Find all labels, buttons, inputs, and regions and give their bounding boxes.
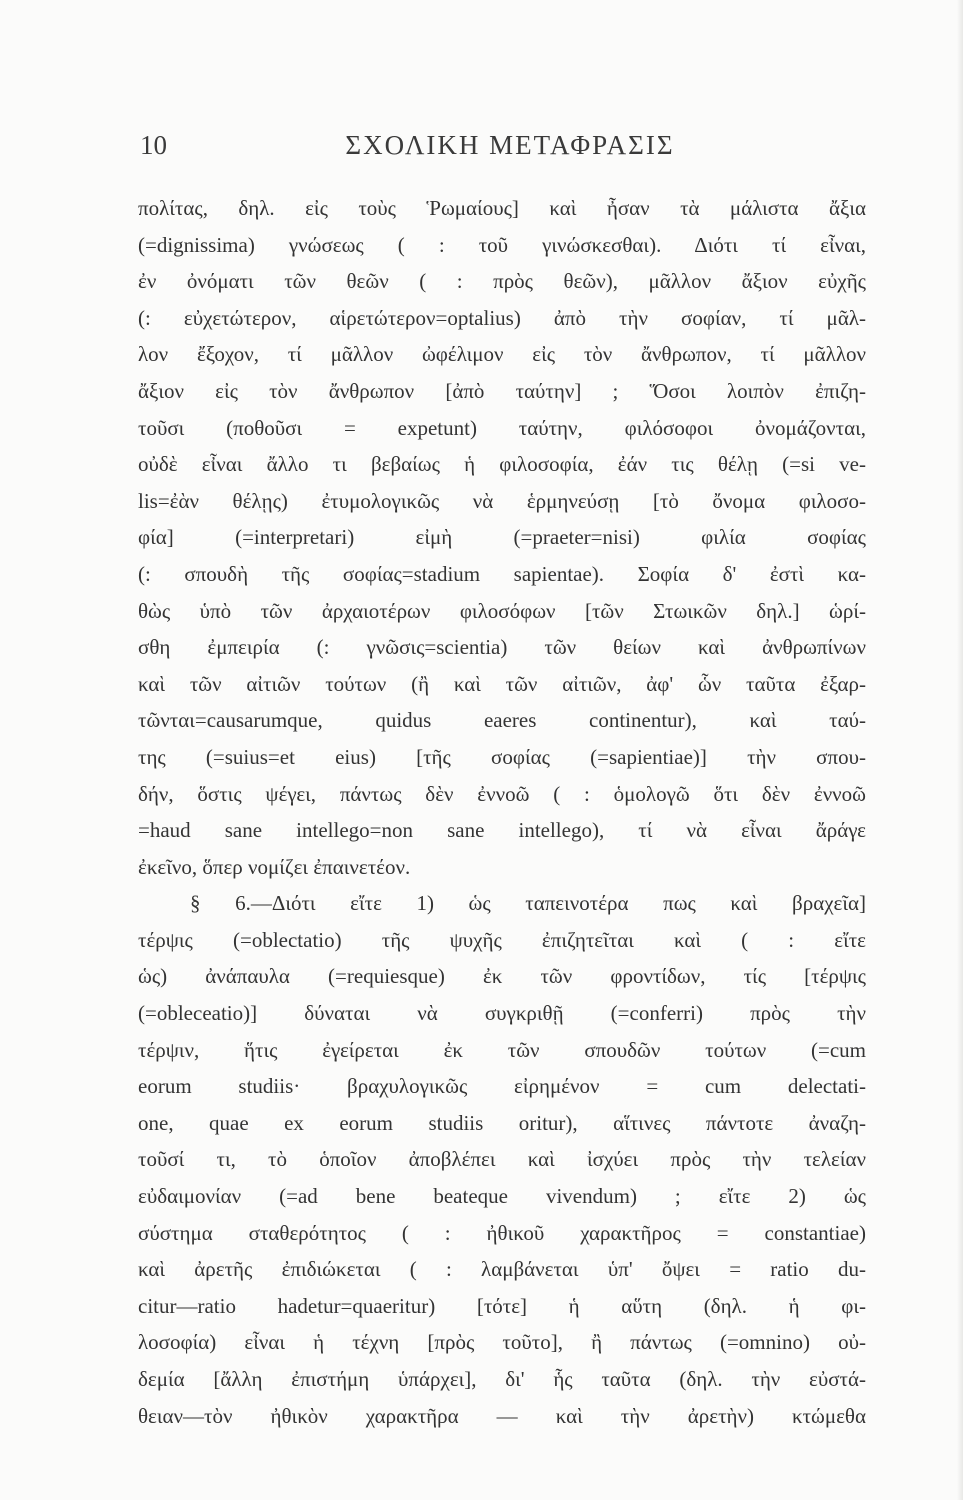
text-line: (: εὐχετώτερον, αἱρετώτερον=optalius) ἀπὸ τὴν σοφίαν, τί μᾶλ- (138, 305, 866, 330)
text-line: τέρψις (=oblectatio) τῆς ψυχῆς ἐπιζητεῖται καὶ ( : εἴτε (138, 927, 866, 952)
text-line: ὡς) ἀνάπαυλα (=requiesque) ἐκ τῶν φροντίδων, τίς [τέρψις (138, 964, 866, 989)
text-line: (: σπουδὴ τῆς σοφίας=stadium sapientae). Σοφία δ' ἐστὶ κα- (138, 561, 866, 586)
page-edge-shadow (957, 0, 963, 1500)
text-line: ἐκεῖνο, ὅπερ νομίζει ἐπαινετέον. (138, 854, 411, 879)
text-line: οὐδὲ εἶναι ἄλλο τι βεβαίως ἡ φιλοσοφία, ἐάν τις θέλῃ (=si ve- (138, 452, 866, 477)
text-line: σύστημα σταθερότητος ( : ἠθικοῦ χαρακτῆρος = constantiae) (138, 1220, 866, 1245)
text-line: =haud sane intellego=non sane intellego), τί νὰ εἶναι ἄράγε (138, 818, 866, 843)
text-line: τῶνται=causarumque, quidus eaeres continentur), καὶ ταύ- (138, 708, 866, 733)
text-line: citur—ratio hadetur=quaeritur) [τότε] ἡ αὕτη (δηλ. ἡ φι- (138, 1293, 866, 1318)
running-title: ΣΧΟΛΙΚΗ ΜΕΤΑΦΡΑΣΙΣ (345, 130, 675, 160)
body-text (138, 190, 866, 1434)
text-line: lis=ἐὰν θέλῃς) ἐτυμολογικῶς νὰ ἑρμηνεύσῃ [τὸ ὄνομα φιλοσο- (138, 488, 866, 513)
text-line: (=obleceatio)] δύναται νὰ συγκριθῇ (=conferri) πρὸς τὴν (138, 1001, 866, 1026)
text-line: (=dignissima) γνώσεως ( : τοῦ γινώσκεσθαι). Διότι τί εἶναι, (138, 232, 866, 257)
page-number: 10 (140, 130, 167, 160)
text-line: λοσοφία) εἶναι ἡ τέχνη [πρὸς τοῦτο], ἢ πάντως (=omnino) οὐ- (138, 1330, 866, 1355)
text-line: θειαν—τὸν ἠθικὸν χαρακτῆρα — καὶ τὴν ἀρετὴν) κτώμεθα (138, 1403, 866, 1428)
text-line: θὼς ὑπὸ τῶν ἀρχαιοτέρων φιλοσόφων [τῶν Στωικῶν δηλ.] ὡρί- (138, 598, 866, 623)
page-header (140, 130, 880, 170)
text-line: τοῦσι (ποθοῦσι = expetunt) ταύτην, φιλόσοφοι ὀνομάζονται, (138, 415, 866, 440)
text-line: δεμία [ἄλλη ἐπιστήμη ὑπάρχει], δι' ἧς ταῦτα (δηλ. τὴν εὐστά- (138, 1367, 866, 1391)
text-line: καὶ τῶν αἰτιῶν τούτων (ἢ καὶ τῶν αἰτιῶν, ἀφ' ὧν ταῦτα ἐξαρ- (138, 671, 866, 696)
text-line: λον ἔξοχον, τί μᾶλλον ὠφέλιμον εἰς τὸν ἄνθρωπον, τί μᾶλλον (138, 342, 866, 367)
text-line: της (=suius=et eius) [τῆς σοφίας (=sapientiae)] τὴν σπου- (138, 744, 866, 769)
text-line: εὐδαιμονίαν (=ad bene beateque vivendum) ; εἴτε 2) ὡς (138, 1184, 866, 1209)
text-line: πολίτας, δηλ. εἰς τοὺς Ῥωμαίους] καὶ ἦσαν τὰ μάλιστα ἄξια (138, 196, 866, 220)
text-line: τοῦσί τι, τὸ ὁποῖον ἀποβλέπει καὶ ἰσχύει πρὸς τὴν τελείαν (138, 1147, 866, 1172)
text-line: δήν, ὅστις ψέγει, πάντως δὲν ἐννοῶ ( : ὁμολογῶ ὅτι δὲν ἐννοῶ (138, 781, 866, 806)
text-line: ἄξιον εἰς τὸν ἄνθρωπον [ἀπὸ ταύτην] ; Ὅσοι λοιπὸν ἐπιζη- (138, 378, 866, 403)
text-line: eorum studiis· βραχυλογικῶς εἰρημένον = cum delectati- (138, 1074, 866, 1099)
text-line: καὶ ἀρετῆς ἐπιδιώκεται ( : λαμβάνεται ὑπ' ὄψει = ratio du- (138, 1257, 866, 1282)
text-line: ἐν ὀνόματι τῶν θεῶν ( : πρὸς θεῶν), μᾶλλον ἄξιον εὐχῆς (138, 269, 866, 294)
text-line: φία] (=interpretari) εἰμὴ (=praeter=nisi) φιλία σοφίας (138, 525, 866, 550)
text-line: τέρψιν, ἥτις ἐγείρεται ἐκ τῶν σπουδῶν τούτων (=cum (138, 1037, 866, 1062)
text-line: one, quae ex eorum studiis oritur), αἵτινες πάντοτε ἀναζη- (138, 1110, 866, 1135)
text-line: σθη ἐμπειρία (: γνῶσις=scientia) τῶν θείων καὶ ἀνθρωπίνων (138, 635, 866, 660)
section-start-line: § 6.—Διότι εἴτε 1) ὡς ταπεινοτέρα πως καὶ βραχεῖα] (190, 891, 866, 916)
